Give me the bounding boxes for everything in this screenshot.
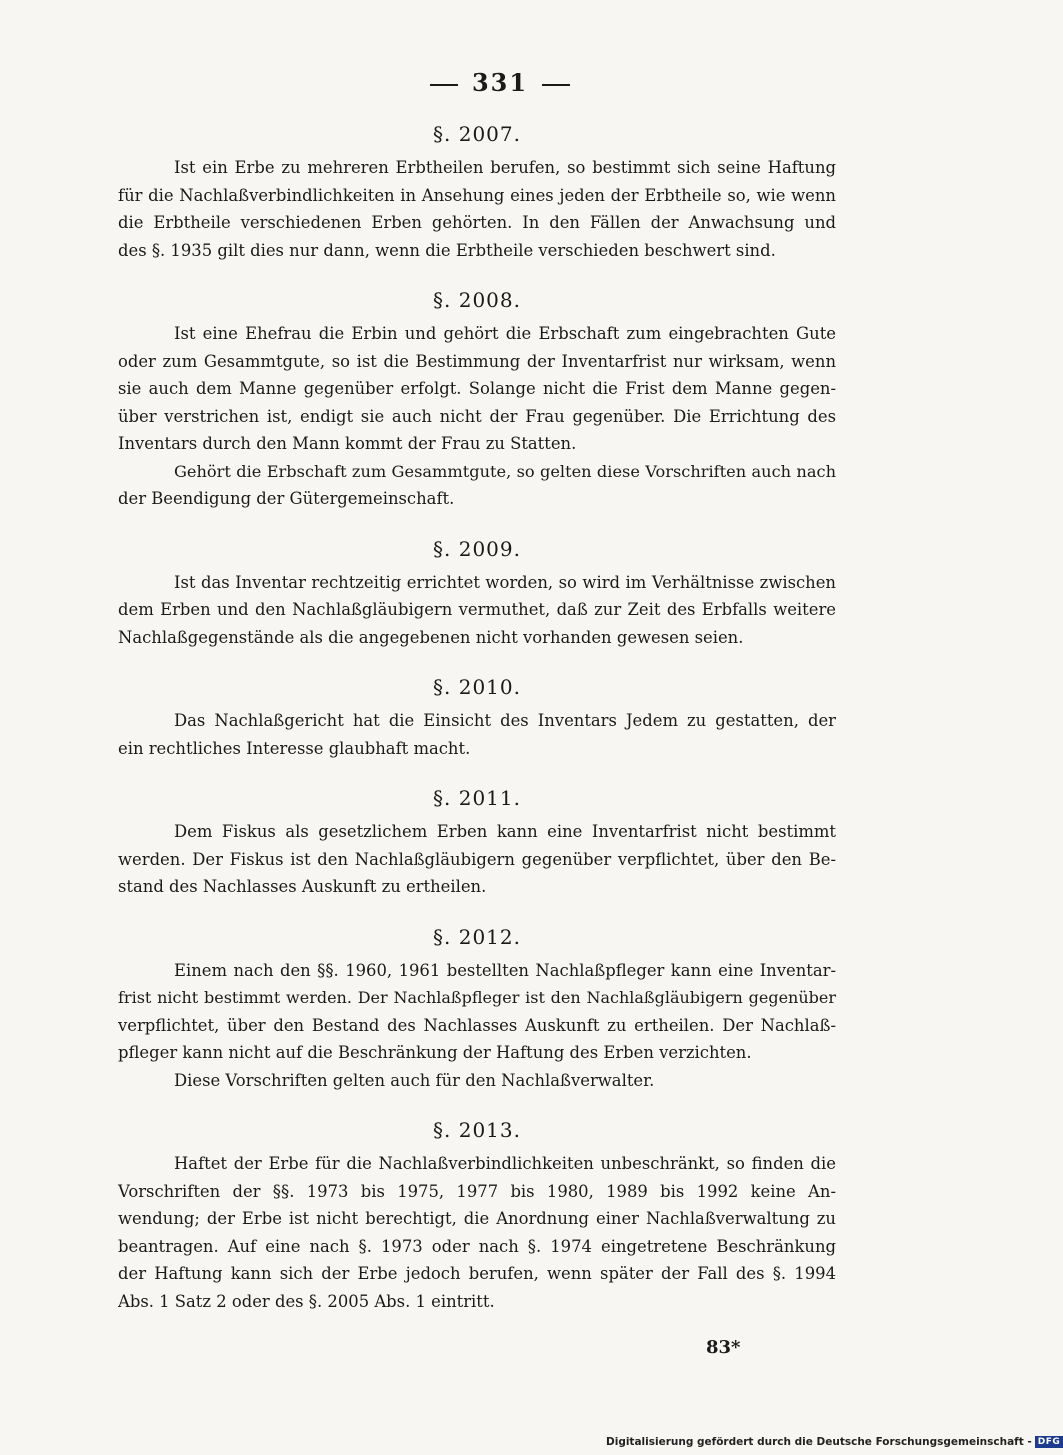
text-line: dem Erben und den Nachlaßgläubigern vermuthet, daß zur Zeit des Erbfalls weitere <box>118 600 836 619</box>
text-line: die Erbtheile verschiedenen Erben gehörten. In den Fällen der Anwachsung und <box>118 213 836 232</box>
text-line: für die Nachlaßverbindlichkeiten in Ansehung eines jeden der Erbtheile so, wie wenn <box>118 185 836 205</box>
paragraph <box>118 458 836 513</box>
text-line: Gehört die Erbschaft zum Gesammtgute, so gelten diese Vorschriften auch nach <box>174 461 836 481</box>
page-number: 331 <box>471 68 529 97</box>
text-line: frist nicht bestimmt werden. Der Nachlaßpfleger ist den Nachlaßgläubigern gegenüber <box>118 988 836 1007</box>
paragraph <box>118 154 836 264</box>
text-line: Nachlaßgegenstände als die angegebenen nicht vorhanden gewesen seien. <box>118 627 744 647</box>
section-gap <box>118 651 836 671</box>
section <box>118 284 836 513</box>
section-title: §. 2011. <box>433 786 521 810</box>
paragraph <box>118 707 836 762</box>
paragraph <box>118 818 836 901</box>
text-line: des §. 1935 gilt dies nur dann, wenn die Erbtheile verschieden beschwert sind. <box>118 240 776 260</box>
section <box>118 533 836 652</box>
text-line: Einem nach den §§. 1960, 1961 bestellten Nachlaßpfleger kann eine Inventar- <box>174 960 836 980</box>
section <box>118 921 836 1095</box>
section-gap <box>118 1094 836 1114</box>
text-line: beantragen. Auf eine nach §. 1973 oder nach §. 1974 eingetretene Beschränkung <box>118 1236 836 1256</box>
footer-text: Digitalisierung gefördert durch die Deutsche Forschungsgemeinschaft - <box>606 1436 1032 1448</box>
text-line: Dem Fiskus als gesetzlichem Erben kann eine Inventarfrist nicht bestimmt <box>174 822 836 841</box>
text-line: ein rechtliches Interesse glaubhaft macht. <box>118 738 471 758</box>
text-line: oder zum Gesammtgute, so ist die Bestimmung der Inventarfrist nur wirksam, wenn <box>118 351 836 371</box>
section-title: §. 2009. <box>433 536 521 561</box>
text-line: sie auch dem Manne gegenüber erfolgt. Solange nicht die Frist dem Manne gegen- <box>118 379 836 398</box>
header-dash-left <box>430 84 458 86</box>
section-gap <box>118 264 836 284</box>
text-line: der Beendigung der Gütergemeinschaft. <box>118 489 455 508</box>
text-line: pfleger kann nicht auf die Beschränkung der Haftung des Erben verzichten. <box>118 1043 752 1062</box>
text-line: Inventars durch den Mann kommt der Frau zu Statten. <box>118 434 577 453</box>
section <box>118 1114 836 1315</box>
section-gap <box>118 762 836 782</box>
text-line: Ist eine Ehefrau die Erbin und gehört die Erbschaft zum eingebrachten Gute <box>174 324 836 343</box>
text-line: werden. Der Fiskus ist den Nachlaßgläubigern gegenüber verpflichtet, über den Be- <box>118 849 836 869</box>
header-dash-right <box>542 84 570 86</box>
text-line: über verstrichen ist, endigt sie auch nicht der Frau gegenüber. Die Errichtung des <box>118 406 836 426</box>
section-gap <box>118 513 836 533</box>
text-line: Das Nachlaßgericht hat die Einsicht des Inventars Jedem zu gestatten, der <box>174 711 836 730</box>
paragraph <box>118 569 836 652</box>
page-number-header <box>0 68 1000 97</box>
text-line: Ist ein Erbe zu mehreren Erbtheilen berufen, so bestimmt sich seine Haftung <box>174 158 836 177</box>
section-title: §. 2007. <box>433 122 521 146</box>
text-line: Haftet der Erbe für die Nachlaßverbindlichkeiten unbeschränkt, so finden die <box>174 1154 836 1173</box>
text-line: Abs. 1 Satz 2 oder des §. 2005 Abs. 1 eintritt. <box>118 1291 495 1311</box>
section <box>118 782 836 901</box>
paragraph <box>118 320 836 458</box>
text-line: der Haftung kann sich der Erbe jedoch berufen, wenn später der Fall des §. 1994 <box>118 1264 836 1283</box>
text-line: verpflichtet, über den Bestand des Nachlasses Auskunft zu ertheilen. Der Nachlaß- <box>118 1015 836 1035</box>
paragraph <box>118 1150 836 1315</box>
text-line: Diese Vorschriften gelten auch für den Nachlaßverwalter. <box>174 1070 655 1090</box>
text-line: stand des Nachlasses Auskunft zu ertheilen. <box>118 877 487 896</box>
document-body <box>118 118 836 1315</box>
digitization-footer <box>606 1434 1061 1450</box>
section <box>118 118 836 264</box>
section-title: §. 2012. <box>433 924 521 949</box>
text-line: Vorschriften der §§. 1973 bis 1975, 1977 bis 1980, 1989 bis 1992 keine An- <box>118 1181 836 1201</box>
paragraph <box>118 957 836 1067</box>
text-line: wendung; der Erbe ist nicht berechtigt, die Anordnung einer Nachlaßverwaltung zu <box>118 1209 836 1228</box>
section-title: §. 2010. <box>433 675 521 699</box>
section <box>118 671 836 762</box>
text-line: Ist das Inventar rechtzeitig errichtet worden, so wird im Verhältnisse zwischen <box>174 572 836 592</box>
dfg-logo: DFG <box>1035 1436 1063 1448</box>
section-title: §. 2008. <box>433 288 521 312</box>
paragraph <box>118 1067 836 1095</box>
printer-signature-mark: 83* <box>706 1337 741 1358</box>
section-gap <box>118 901 836 921</box>
section-title: §. 2013. <box>433 1118 521 1142</box>
